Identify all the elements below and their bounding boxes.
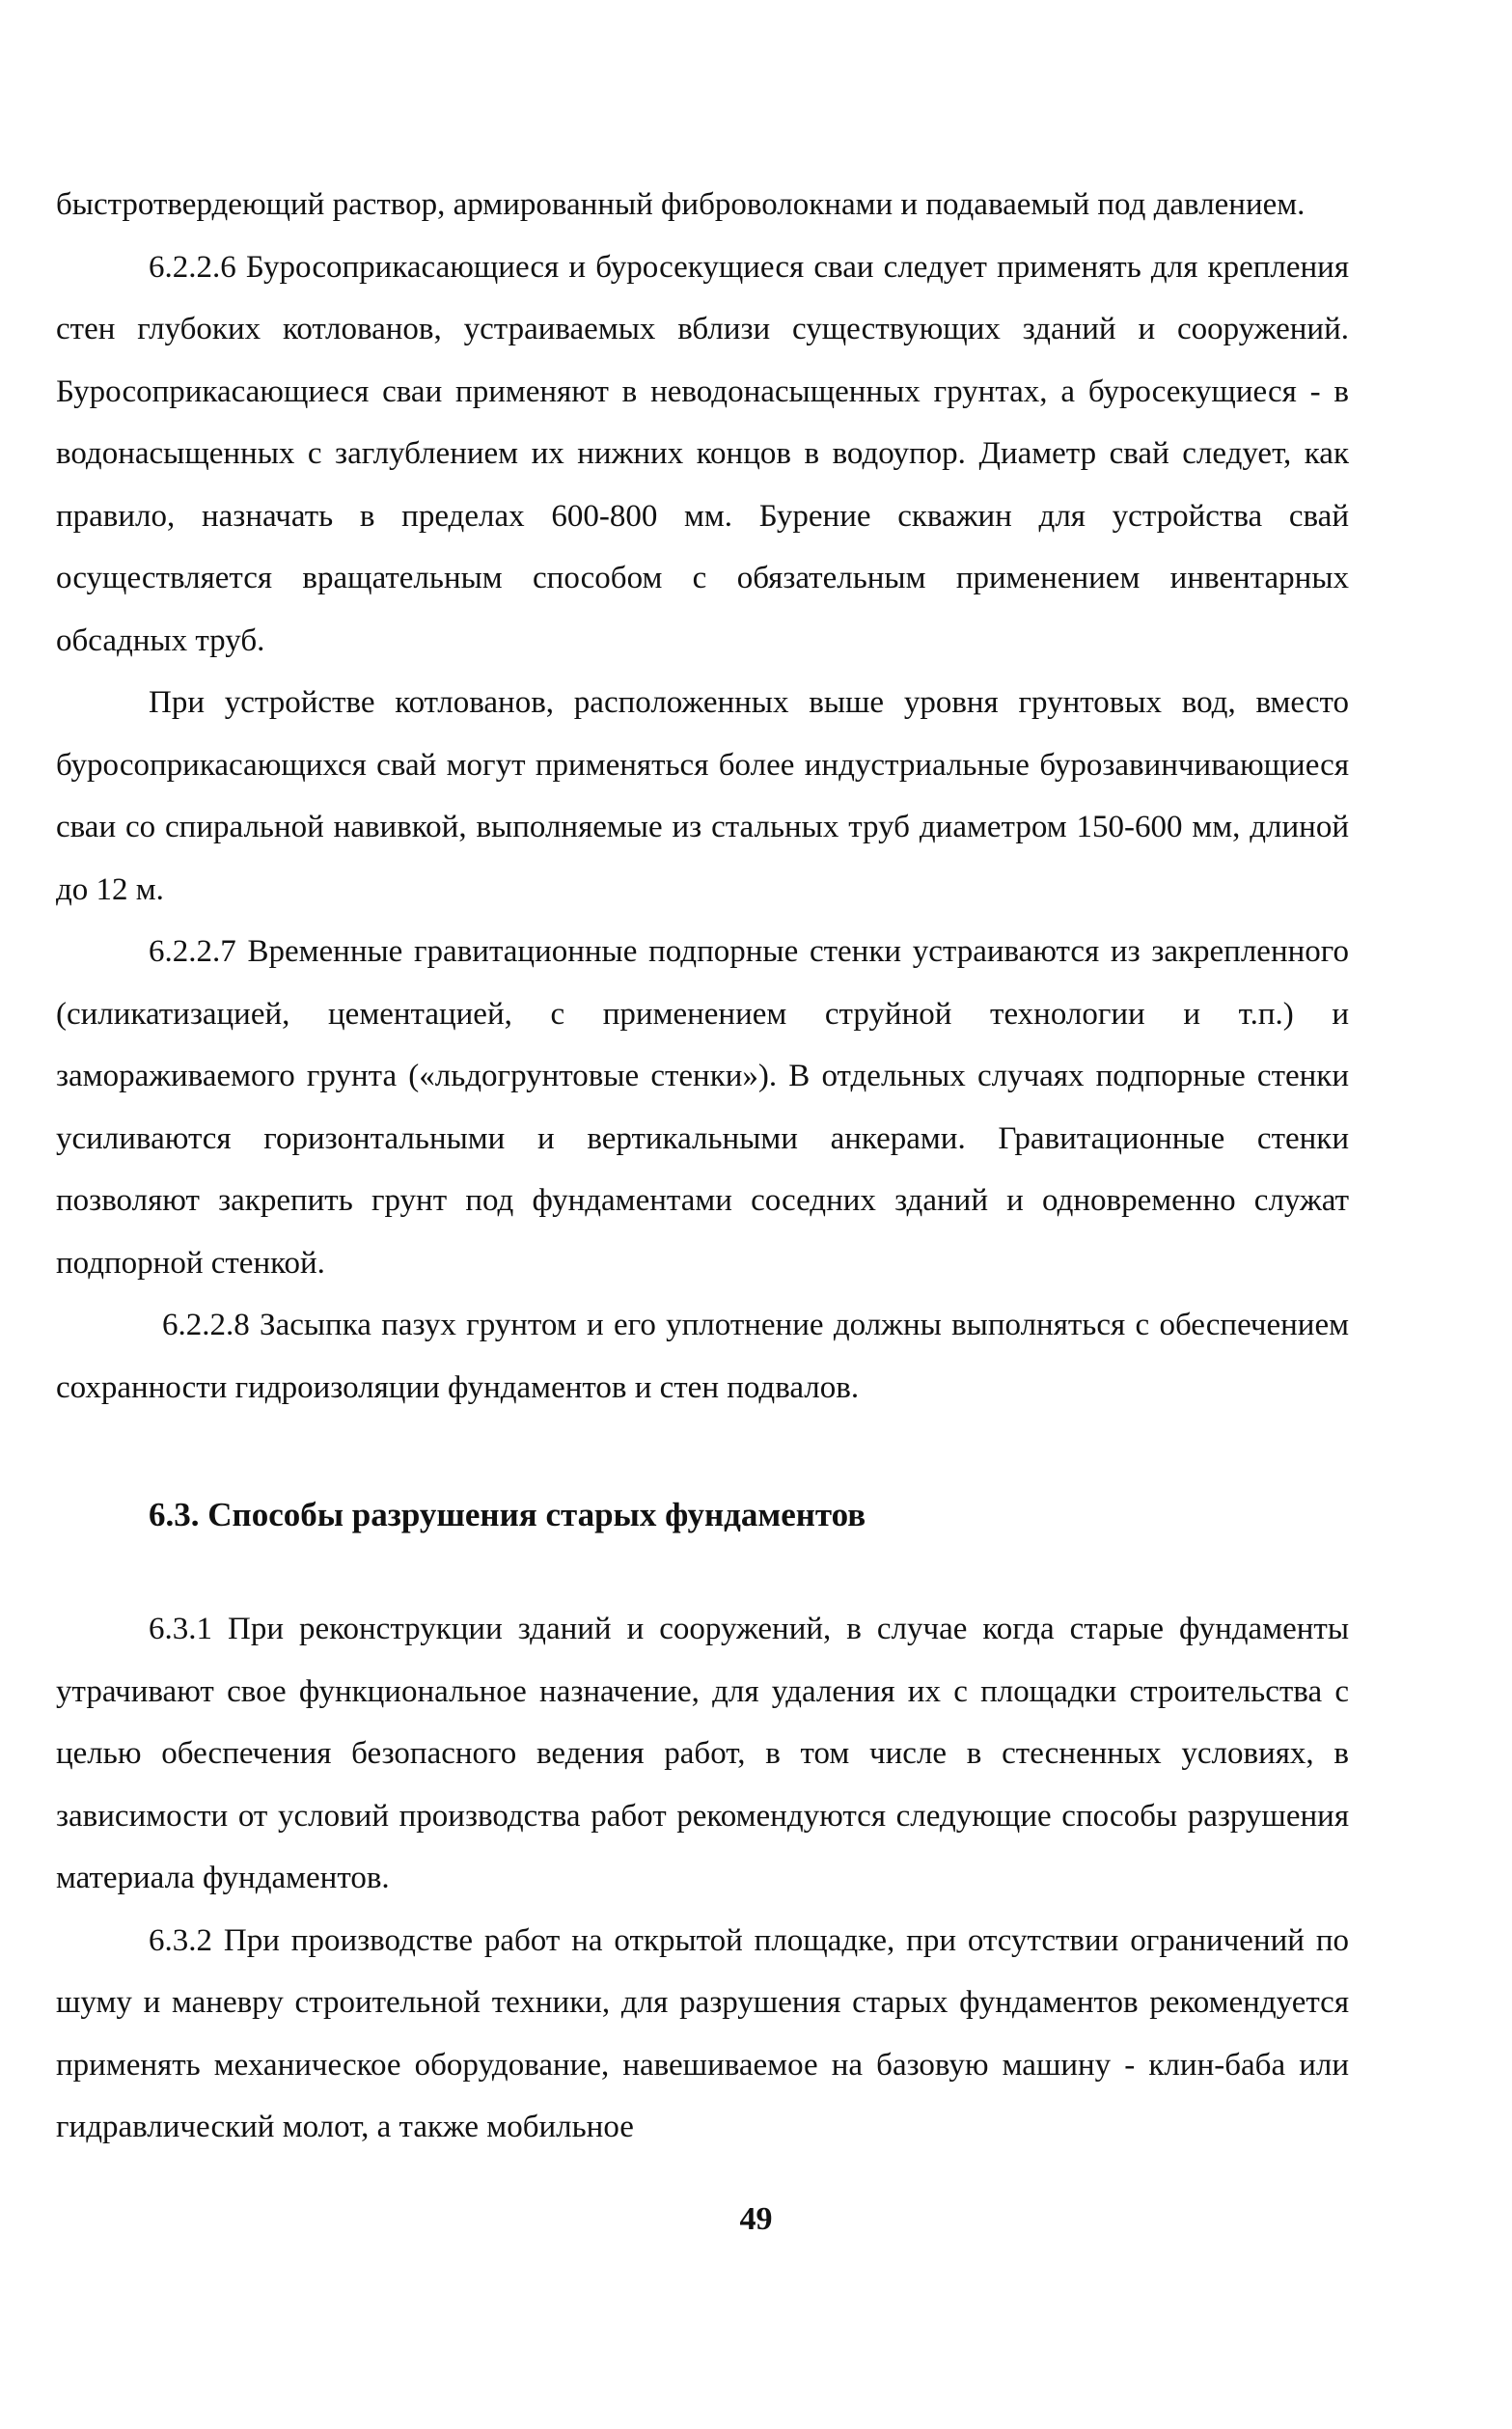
paragraph-excavation-piles: При устройстве котлованов, расположенных выше уровня грунтовых вод, вместо буросоприкасающихся свай могут применяться более индустриальные бурозавинчивающиеся сваи со спиральной навивкой, выполняемые из стальных труб диаметром 150-600 мм, длиной до 12 м.: [56, 685, 1349, 907]
paragraph-6-3-1: 6.3.1 При реконструкции зданий и сооружений, в случае когда старые фундаменты утрачивают свое функциональное назначение, для удаления их с площадки строительства с целью обеспечения безопасного ведения работ, в том числе в стесненных условиях, в зависимости от условий производства работ рекомендуются следующие способы разрушения материала фундаментов.: [56, 1612, 1349, 1895]
paragraph-6-2-2-8: 6.2.2.8 Засыпка пазух грунтом и его уплотнение должны выполняться с обеспечением сохранности гидроизоляции фундаментов и стен подвалов.: [56, 1308, 1349, 1405]
paragraph-continuation: быстротвердеющий раствор, армированный фиброволокнами и подаваемый под давлением.: [56, 187, 1306, 222]
page-number: 49: [739, 2201, 773, 2237]
document-page: [56, 174, 1349, 2159]
paragraph-6-3-2: 6.3.2 При производстве работ на открытой площадке, при отсутствии ограничений по шуму и маневру строительной техники, для разрушения старых фундаментов рекомендуется применять механическое оборудование, навешиваемое на базовую машину - клин-баба или гидравлический молот, а также мобильное: [56, 1922, 1349, 2144]
paragraph-6-2-2-6: 6.2.2.6 Буросоприкасающиеся и буросекущиеся сваи следует применять для крепления стен глубоких котлованов, устраиваемых вблизи существующих зданий и сооружений. Буросоприкасающиеся сваи применяют в неводонасыщенных грунтах, а буросекущиеся - в водонасыщенных с заглублением их нижних концов в водоупор. Диаметр свай следует, как правило, назначать в пределах 600-800 мм. Бурение скважин для устройства свай осуществляется вращательным способом с обязательным применением инвентарных обсадных труб.: [56, 249, 1349, 658]
section-heading: 6.3. Способы разрушения старых фундаментов: [149, 1496, 866, 1533]
paragraph-6-2-2-7: 6.2.2.7 Временные гравитационные подпорные стенки устраиваются из закрепленного (силикатизацией, цементацией, с применением струйной технологии и т.п.) и замораживаемого грунта («льдогрунтовые стенки»). В отдельных случаях подпорные стенки усиливаются горизонтальными и вертикальными анкерами. Гравитационные стенки позволяют закрепить грунт под фундаментами соседних зданий и одновременно служат подпорной стенкой.: [56, 934, 1349, 1281]
